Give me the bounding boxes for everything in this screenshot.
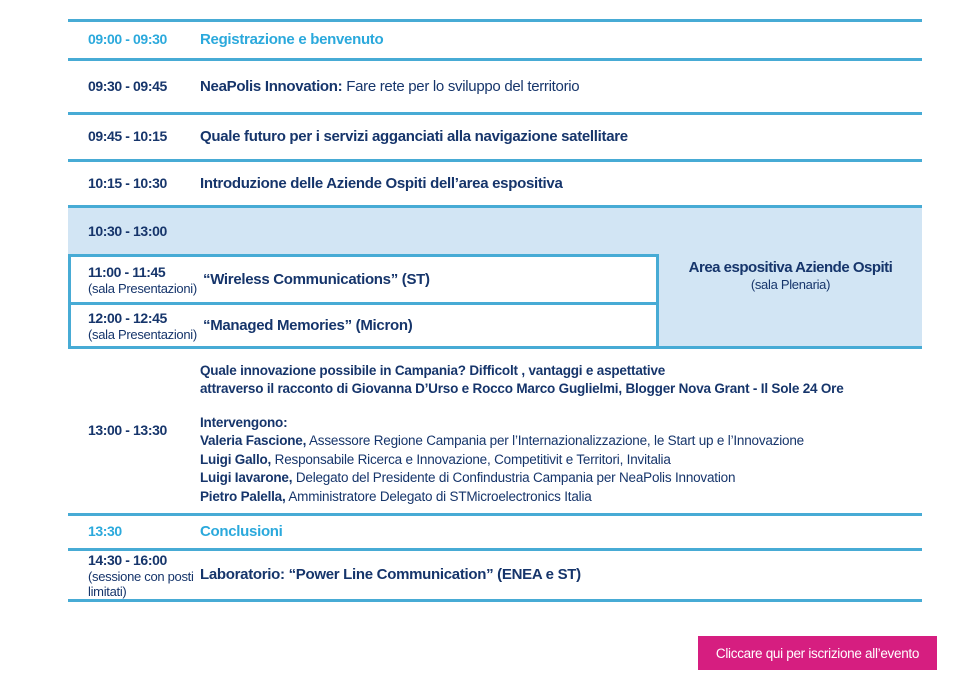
speaker-line [200,451,922,470]
panel-intro-line1: Quale innovazione possibile in Campania? Difficolt , vantaggi e aspettative [200,362,666,378]
speaker-line [200,488,922,507]
time-cell [68,31,200,49]
time-label: 09:30 - 09:45 [88,77,167,94]
time-label: 09:45 - 10:15 [88,128,167,144]
session-title: Registrazione e benvenuto [200,31,384,48]
time-label: 13:30 [88,523,122,539]
session-cell [200,128,922,146]
room-label: (sala Presentazioni) [88,326,197,342]
spacer [200,399,922,414]
session-cell [200,175,922,193]
time-label: 12:00 - 12:45 [88,309,167,326]
time-label: 09:00 - 09:30 [88,31,167,47]
time-label: 11:00 - 11:45 [88,263,166,280]
schedule-row-registration [68,19,922,58]
expo-block [68,205,922,346]
time-cell [68,78,200,96]
session-title: Introduzione delle Aziende Ospiti dell’area espositiva [200,174,563,192]
schedule-row-wireless [68,254,659,302]
schedule-row-future [68,112,922,159]
schedule-table [68,19,922,602]
schedule-row-managed-memories [68,302,659,346]
time-label: 10:15 - 10:30 [88,174,167,191]
register-cta-button[interactable]: Cliccare qui per iscrizione all’evento [698,636,937,670]
session-cell [203,317,656,335]
session-cell [200,31,922,49]
session-title: “Wireless Communications” (ST) [203,270,430,288]
time-cell [71,264,203,296]
speaker-name: Pietro Palella, [200,488,286,504]
room-label: (sala Presentazioni) [88,280,197,296]
table-bottom-border [68,599,922,602]
session-title: Conclusioni [200,523,283,540]
expo-area-label [659,254,922,346]
schedule-row-laboratory [68,548,922,599]
session-cell [200,566,922,584]
expo-area-room: (sala Plenaria) [750,277,831,292]
time-label: 10:30 - 13:00 [88,223,167,239]
time-cell [68,422,200,440]
schedule-row-neapolis [68,58,922,112]
time-cell [68,175,200,193]
speaker-name: Luigi Iavarone, [200,470,293,486]
time-cell [68,552,200,599]
expo-block-body [68,254,922,346]
panel-discussion-text [200,356,922,507]
session-title-bold: NeaPolis Innovation: [200,77,343,95]
speaker-role: Amministratore Delegato di STMicroelectronics Italia [285,488,592,504]
speaker-line [200,469,922,488]
session-title: “Managed Memories” (Micron) [203,316,413,334]
expo-block-time-row [68,208,922,254]
session-cell [203,271,656,289]
time-cell [71,310,203,342]
session-note: (sessione con posti limitati) [88,568,194,599]
speaker-line [200,432,922,451]
schedule-row-intro-aziende [68,159,922,205]
session-cell [200,78,922,96]
schedule-row-conclusions [68,513,922,548]
time-cell [68,523,200,541]
panel-intro-line2: attraverso il racconto di Giovanna D’Urso e Rocco Marco Guglielmi, Blogger Nova Grant - Il Sole 24 Ore [200,381,844,397]
speaker-name: Luigi Gallo, [200,451,272,467]
time-label: 14:30 - 16:00 [88,551,167,568]
time-cell [68,128,200,146]
session-title: Laboratorio: “Power Line Communication” (ENEA e ST) [200,566,581,583]
schedule-row-panel-discussion [68,346,922,513]
session-title-rest: Fare rete per lo sviluppo del territorio [342,77,580,95]
speaker-role: Assessore Regione Campania per l’Internazionalizzazione, le Start up e l’Innovazione [306,433,804,449]
session-cell [200,523,922,541]
speaker-role: Responsabile Ricerca e Innovazione, Competitivit e Territori, Invitalia [271,451,671,467]
session-title: Quale futuro per i servizi agganciati alla navigazione satellitare [200,128,628,145]
speakers-heading: Intervengono: [200,414,288,430]
speaker-name: Valeria Fascione, [200,433,307,449]
expo-area-title: Area espositiva Aziende Ospiti [688,259,893,276]
speaker-role: Delegato del Presidente di Confindustria Campania per NeaPolis Innovation [292,470,736,486]
expo-sub-sessions [68,254,659,346]
time-label: 13:00 - 13:30 [88,422,167,438]
